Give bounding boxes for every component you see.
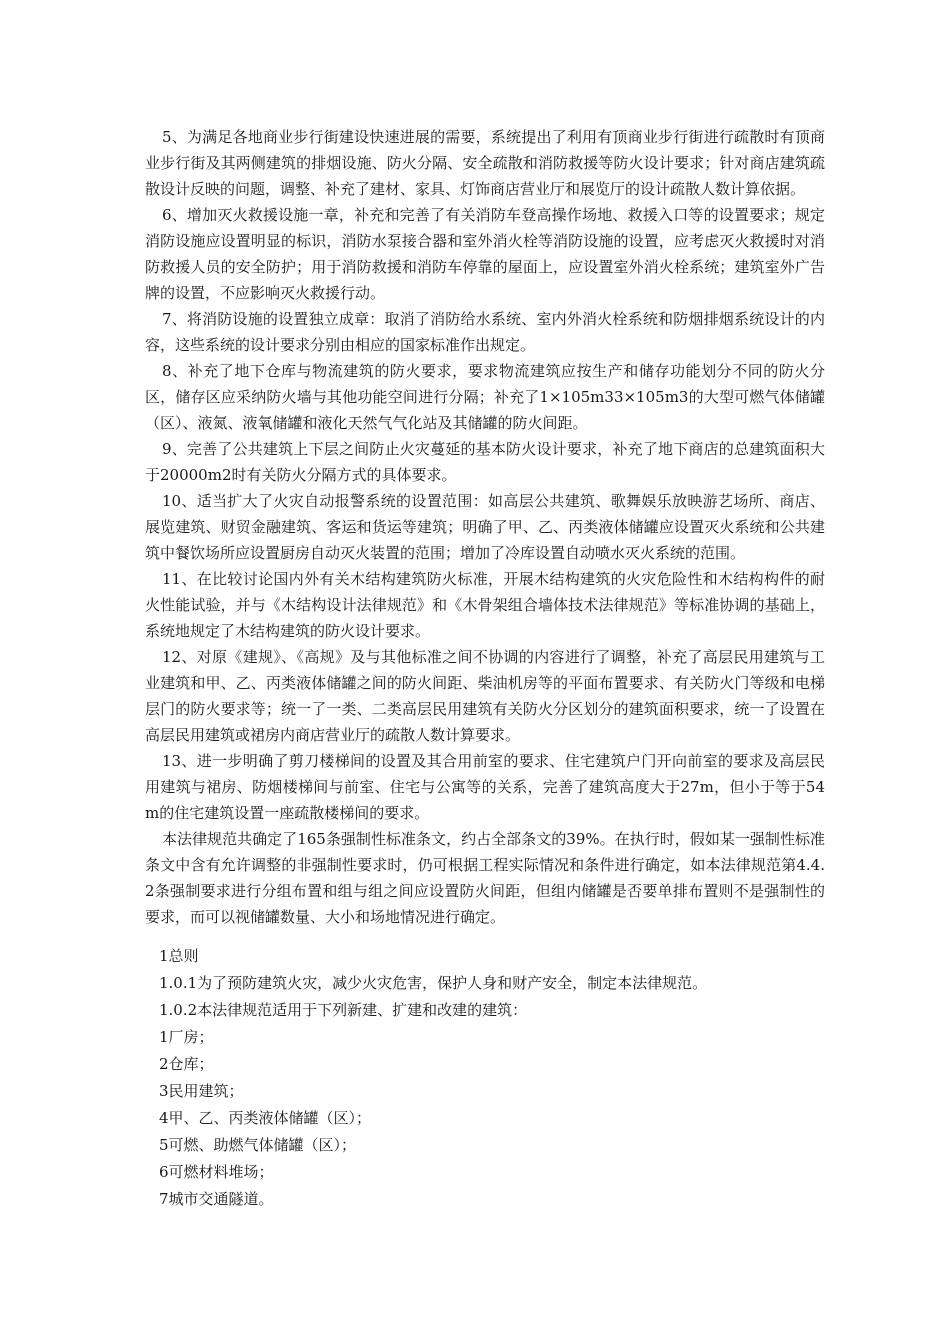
list-item: 4甲、乙、丙类液体储罐（区）； <box>159 1109 372 1127</box>
list-item: 3民用建筑； <box>159 1082 244 1100</box>
paragraph-6: 6、增加灭火救援设施一章，补充和完善了有关消防车登高操作场地、救援入口等的设置要求；规定消防设施应设置明显的标识，消防水泵接合器和室外消火栓等消防设施的设置，应考虑灭火救援时对消防救援人员的安全防护；用于消防救援和消防车停靠的屋面上，应设置室外消火栓系统；建筑室外广告牌的设置，不应影响灭火救援行动。 <box>145 206 825 302</box>
chapter-general-provisions <box>159 943 799 1213</box>
list-item: 7城市交通隧道。 <box>159 1190 274 1208</box>
list-item: 2仓库； <box>159 1055 214 1073</box>
list-item: 5可燃、助燃气体储罐（区）； <box>159 1136 357 1154</box>
paragraph-10: 10、适当扩大了火灾自动报警系统的设置范围：如高层公共建筑、歌舞娱乐放映游艺场所、商店、展览建筑、财贸金融建筑、客运和货运等建筑；明确了甲、乙、丙类液体储罐应设置灭火系统和公共建筑中餐饮场所应设置厨房自动灭火装置的范围；增加了冷库设置自动喷水灭火系统的范围。 <box>145 492 825 562</box>
clause-1-0-2: 1.0.2本法律规范适用于下列新建、扩建和改建的建筑： <box>159 1001 528 1019</box>
chapter-title: 1总则 <box>159 947 199 965</box>
revision-notes <box>145 124 825 930</box>
paragraph-13: 13、进一步明确了剪刀楼梯间的设置及其合用前室的要求、住宅建筑户门开向前室的要求及高层民用建筑与裙房、防烟楼梯间与前室、住宅与公寓等的关系，完善了建筑高度大于27m，但小于等于54m的住宅建筑设置一座疏散楼梯间的要求。 <box>145 752 825 822</box>
paragraph-7: 7、将消防设施的设置独立成章：取消了消防给水系统、室内外消火栓系统和防烟排烟系统设计的内容，这些系统的设计要求分别由相应的国家标准作出规定。 <box>145 310 825 354</box>
paragraph-12: 12、对原《建规》、《高规》及与其他标准之间不协调的内容进行了调整，补充了高层民用建筑与工业建筑和甲、乙、丙类液体储罐之间的防火间距、柴油机房等的平面布置要求、有关防火门等级和电梯层门的防火要求等；统一了一类、二类高层民用建筑有关防火分区划分的建筑面积要求，统一了设置在高层民用建筑或裙房内商店营业厅的疏散人数计算要求。 <box>145 648 825 744</box>
paragraph-11: 11、在比较讨论国内外有关木结构建筑防火标准，开展木结构建筑的火灾危险性和木结构构件的耐火性能试验，并与《木结构设计法律规范》和《木骨架组合墙体技术法律规范》等标准协调的基础上，系统地规定了木结构建筑的防火设计要求。 <box>145 570 825 640</box>
paragraph-summary: 本法律规范共确定了165条强制性标准条文，约占全部条文的39%。在执行时，假如某一强制性标准条文中含有允许调整的非强制性要求时，仍可根据工程实际情况和条件进行确定，如本法律规范第4.4.2条强制要求进行分组布置和组与组之间应设置防火间距，但组内储罐是否要单排布置则不是强制性的要求，而可以视储罐数量、大小和场地情况进行确定。 <box>145 830 825 926</box>
paragraph-5: 5、为满足各地商业步行街建设快速进展的需要，系统提出了利用有顶商业步行街进行疏散时有顶商业步行街及其两侧建筑的排烟设施、防火分隔、安全疏散和消防救援等防火设计要求；针对商店建筑疏散设计反映的问题，调整、补充了建材、家具、灯饰商店营业厅和展览厅的设计疏散人数计算依据。 <box>145 128 825 198</box>
list-item: 6可燃材料堆场； <box>159 1163 274 1181</box>
clause-1-0-1: 1.0.1为了预防建筑火灾，减少火灾危害，保护人身和财产安全，制定本法律规范。 <box>159 974 708 992</box>
paragraph-9: 9、完善了公共建筑上下层之间防止火灾蔓延的基本防火设计要求，补充了地下商店的总建筑面积大于20000m2时有关防火分隔方式的具体要求。 <box>145 440 825 484</box>
list-item: 1厂房； <box>159 1028 214 1046</box>
paragraph-8: 8、补充了地下仓库与物流建筑的防火要求，要求物流建筑应按生产和储存功能划分不同的防火分区，储存区应采纳防火墙与其他功能空间进行分隔；补充了1×105m33×105m3的大型可燃气体储罐（区）、液氮、液氧储罐和液化天然气气化站及其储罐的防火间距。 <box>145 362 825 432</box>
